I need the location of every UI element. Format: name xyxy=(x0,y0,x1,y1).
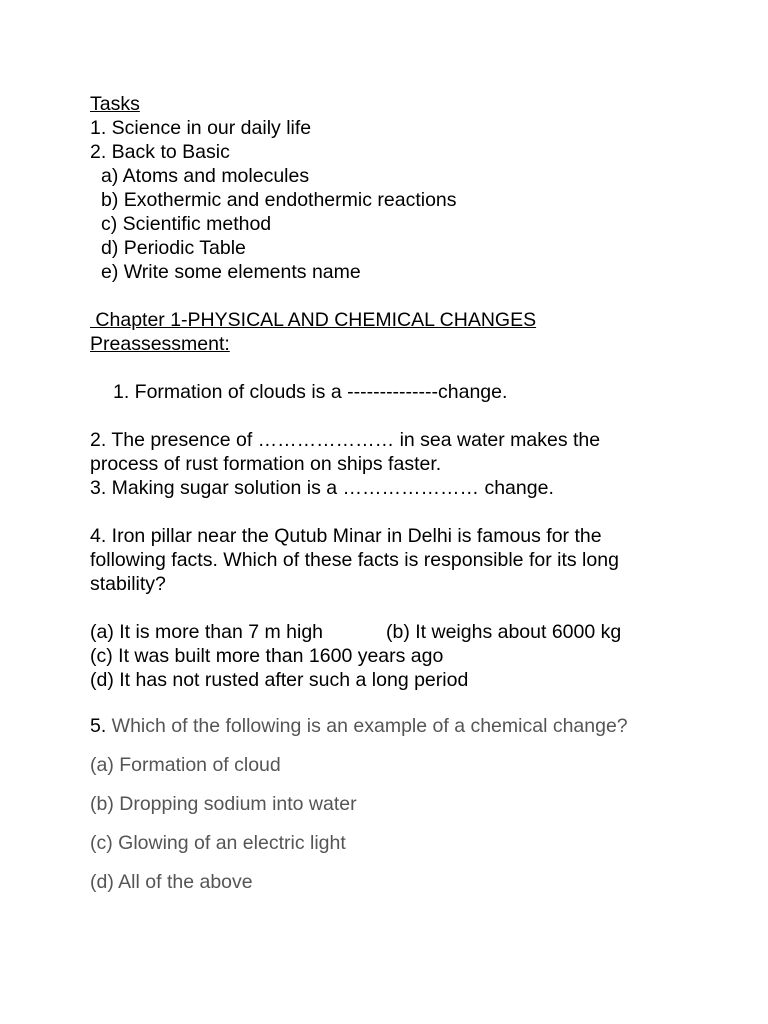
task-subitem: c) Scientific method xyxy=(101,213,272,235)
question-4-option-a: (a) It is more than 7 m high xyxy=(90,621,324,643)
task-subitem: d) Periodic Table xyxy=(101,237,246,259)
chapter-title: Chapter 1-PHYSICAL AND CHEMICAL CHANGES xyxy=(90,309,537,331)
question-4-option-d: (d) It has not rusted after such a long period xyxy=(90,669,469,691)
task-subitem: b) Exothermic and endothermic reactions xyxy=(101,189,457,211)
question-5-number: 5. xyxy=(90,715,107,737)
question-3: 3. Making sugar solution is a ………………… change. xyxy=(90,477,554,499)
question-4-option-c: (c) It was built more than 1600 years ago xyxy=(90,645,444,667)
question-5-option: (b) Dropping sodium into water xyxy=(90,793,357,815)
question-4-option-b: (b) It weighs about 6000 kg xyxy=(386,621,622,643)
question-5-text: Which of the following is an example of a chemical change? xyxy=(106,715,628,737)
question-4-line: following facts. Which of these facts is responsible for its long xyxy=(90,549,619,571)
task-subitem: e) Write some elements name xyxy=(101,261,361,283)
document-page xyxy=(90,92,750,894)
task-item: 1. Science in our daily life xyxy=(90,117,312,139)
task-subitem: a) Atoms and molecules xyxy=(101,165,310,187)
question-5-option: (c) Glowing of an electric light xyxy=(90,832,346,854)
preassessment-heading: Preassessment: xyxy=(90,333,230,355)
question-4-line: 4. Iron pillar near the Qutub Minar in Delhi is famous for the xyxy=(90,525,602,547)
question-2-line: process of rust formation on ships faster. xyxy=(90,453,442,475)
question-4-line: stability? xyxy=(90,573,166,595)
question-4-options-row xyxy=(90,620,750,644)
tasks-heading: Tasks xyxy=(90,93,140,115)
question-5-option: (a) Formation of cloud xyxy=(90,754,281,776)
question-5-option: (d) All of the above xyxy=(90,871,253,893)
question-5 xyxy=(90,714,750,738)
task-item: 2. Back to Basic xyxy=(90,141,230,163)
question-2-line: 2. The presence of ………………… in sea water makes the xyxy=(90,429,601,451)
question-1: 1. Formation of clouds is a --------------change. xyxy=(113,381,508,403)
